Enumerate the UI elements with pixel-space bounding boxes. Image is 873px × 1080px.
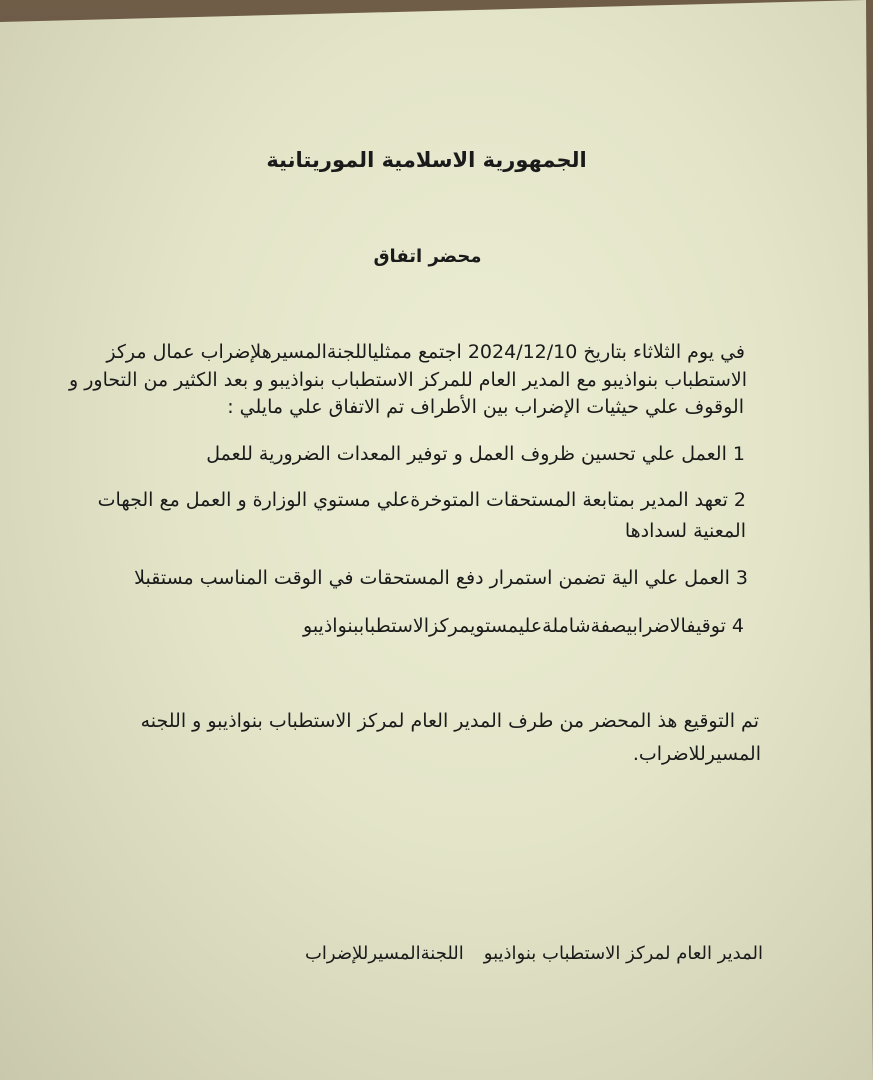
- signature-line: [305, 940, 763, 968]
- closing-line-2: المسيرللاضراب.: [632, 743, 761, 765]
- signature-director: المدير العام لمركز الاستطباب بنواذيبو: [483, 943, 763, 964]
- signature-committee: اللجنةالمسيرللإضراب: [304, 943, 464, 964]
- header-title: الجمهورية الاسلامية الموريتانية: [266, 148, 587, 172]
- intro-line-3: الوقوف علي حيثيات الإضراب بين الأطراف تم الاتفاق علي مايلي :: [227, 396, 744, 418]
- agreement-item-2: 2 تعهد المدير بمتابعة المستحقات المتوخرةعلي مستوي الوزارة و العمل مع الجهات: [97, 489, 746, 511]
- intro-line-1: في يوم الثلاثاء بتاريخ 2024/12/10 اجتمع ممثلياللجنةالمسيرهلإضراب عمال مركز: [106, 341, 745, 363]
- intro-line-2: الاستطباب بنواذيبو مع المدير العام للمركز الاستطباب بنواذيبو و بعد الكثير من التحاور و: [69, 369, 747, 391]
- document-title: محضر اتفاق: [373, 246, 482, 267]
- agreement-item-3: 3 العمل علي الية تضمن استمرار دفع المستحقات في الوقت المناسب مستقبلا: [134, 567, 748, 589]
- agreement-item-2-continued: المعنية لسدادها: [624, 520, 746, 542]
- agreement-item-4: 4 توقيفالاضرابيصفةشاملةعليمستويمركزالاستطباببنواذيبو: [303, 615, 744, 637]
- agreement-item-1: 1 العمل علي تحسين ظروف العمل و توفير المعدات الضرورية للعمل: [206, 443, 745, 465]
- closing-line-1: تم التوقيع هذ المحضر من طرف المدير العام لمركز الاستطباب بنواذيبو و اللجنه: [140, 710, 759, 732]
